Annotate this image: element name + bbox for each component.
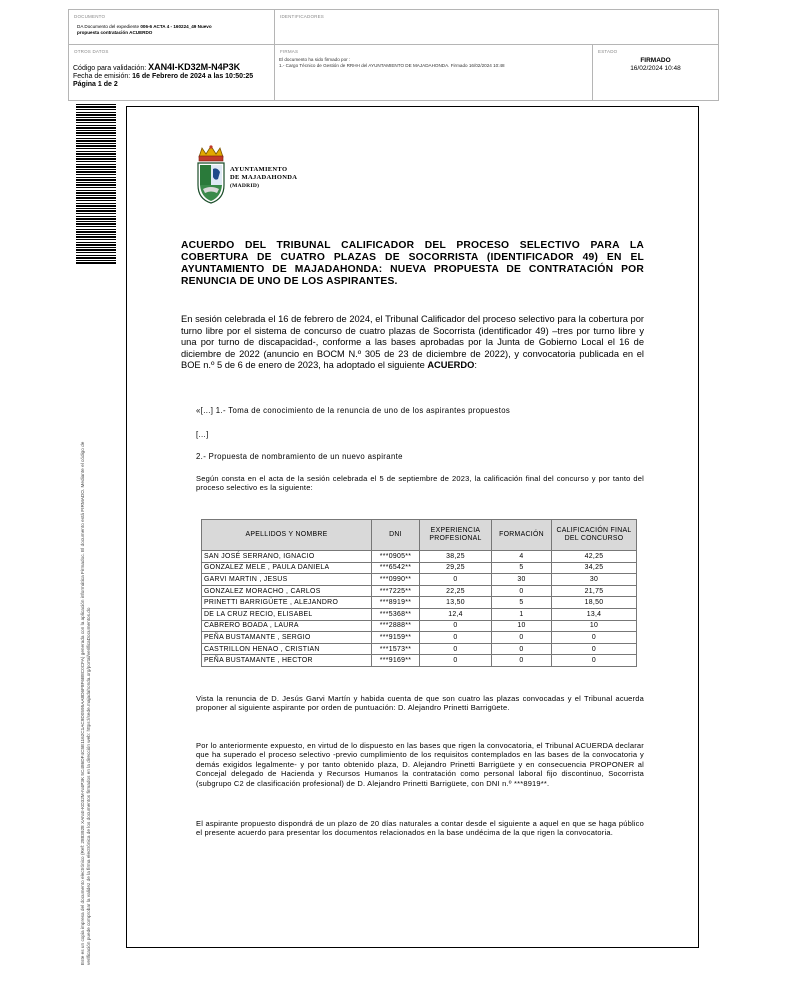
col-header-calificacion: CALIFICACIÓN FINAL DEL CONCURSO (552, 520, 637, 551)
cell-experiencia: 22,25 (420, 585, 492, 597)
cell-nombre: SAN JOSÉ SERRANO, IGNACIO (202, 551, 372, 563)
identificadores-label: IDENTIFICADORES (280, 14, 325, 19)
paragraph-plazo: El aspirante propuesto dispondrá de un plazo de 20 días naturales a contar desde el siguiente a aquel en que se haga público el presente acuerdo para presentar los documentos relacionados en la base undécima de la que rigen la convocatoria. (196, 819, 644, 838)
cell-calificacion: 13,4 (552, 608, 637, 620)
cell-dni: ***9169** (372, 655, 420, 667)
col-header-experiencia: EXPERIENCIA PROFESIONAL (420, 520, 492, 551)
table-row (202, 608, 637, 620)
cell-formacion: 0 (492, 655, 552, 667)
cell-dni: ***8919** (372, 597, 420, 609)
firmas-label: FIRMAS (280, 49, 299, 54)
cell-calificacion: 10 (552, 620, 637, 632)
documento-info: DA Documento del expediente 006-6 ACTA 4 - 160224_49 Nuevo propuesta contratación ACUERDO (77, 24, 212, 35)
cell-nombre: DE LA CRUZ RECIO, ELISABEL (202, 608, 372, 620)
col-header-dni: DNI (372, 520, 420, 551)
table-row (202, 632, 637, 644)
cell-formacion: 0 (492, 643, 552, 655)
cell-experiencia: 13,50 (420, 597, 492, 609)
cell-experiencia: 38,25 (420, 551, 492, 563)
cell-experiencia: 0 (420, 643, 492, 655)
cell-formacion: 5 (492, 597, 552, 609)
cell-experiencia: 0 (420, 620, 492, 632)
cell-dni: ***0990** (372, 574, 420, 586)
cell-nombre: CABRERO BOADA , LAURA (202, 620, 372, 632)
point-2: 2.- Propuesta de nombramiento de un nuevo aspirante (196, 452, 403, 461)
side-verification-text: Este es un copia impresa del documento electrónico (Ref: 2883928 XAN4I-KD32M-N4P3K 5C486DF4C5E1162C1AC9D0595AA8D6F8F6B8C0CFA) generada con la aplicación informática Firmadoc. El documento está FIRMADO. Mediante el código de verificación puede comprobar la validez de la firma electrónica de los documentos firmados en la dirección web: https://sede.majadahonda.org/portal/verificaDocumentos.do (80, 441, 91, 965)
cell-calificacion: 0 (552, 655, 637, 667)
cell-dni: ***6542** (372, 562, 420, 574)
estado-label: ESTADO (598, 49, 618, 54)
estado-value: FIRMADO (640, 57, 671, 64)
table-row (202, 551, 637, 563)
cell-dni: ***2888** (372, 620, 420, 632)
table-row (202, 585, 637, 597)
cell-calificacion: 0 (552, 632, 637, 644)
header-bottom (68, 45, 719, 101)
col-header-formacion: FORMACIÓN (492, 520, 552, 551)
cell-formacion: 10 (492, 620, 552, 632)
cell-dni: ***5368** (372, 608, 420, 620)
documento-code: 006-6 ACTA 4 - 160224_49 Nuevo (140, 24, 212, 29)
firma-item: 1.- Cargo Técnico de Gestión de RRHH del AYUNTAMIENTO DE MAJADAHONDA. Firmado 16/02/2024 10:48 (279, 63, 505, 68)
header-top (68, 9, 719, 45)
estado-fecha: 16/02/2024 10:48 (630, 65, 681, 72)
table-row (202, 655, 637, 667)
paragraph-expuesto: Por lo anteriormente expuesto, en virtud de lo dispuesto en las bases que rigen la convocatoria, el Tribunal ACUERDA declarar que ha superado el proceso selectivo -previo cumplimiento de los requisitos contemplados en las bases de la convocatoria y demás exigidos legalmente- y por tanto obtenido plaza, D. Alejandro Prinetti Barrigüete y en consecuencia PROPONER al Concejal delegado de Hacienda y Recursos Humanos la contratación como personal laboral fijo discontinuo, Socorrista (subgrupo C2 de clasificación profesional) de D. Alejandro Prinetti Barrigüete, con DNI n.º ***8919**. (196, 741, 644, 788)
cell-calificacion: 42,25 (552, 551, 637, 563)
intro-paragraph: En sesión celebrada el 16 de febrero de 2024, el Tribunal Calificador del proceso selectivo para la cobertura por turno libre por el sistema de concurso de cuatro plazas de Socorrista (identificador 49) –tres por turno libre y una por turno de discapacidad-, conforme a las bases aprobadas por la Junta de Gobierno Local el 16 de diciembre de 2022 (anuncio en BOCM N.º 305 de 23 de diciembre de 2022), y convocatoria publicada en el BOE n.º 5 de 6 de enero de 2023, ha adoptado el siguiente ACUERDO: (181, 314, 644, 371)
cell-calificacion: 0 (552, 643, 637, 655)
table-row (202, 620, 637, 632)
table-row (202, 643, 637, 655)
cell-formacion: 30 (492, 574, 552, 586)
table-row (202, 562, 637, 574)
coat-of-arms-logo (194, 145, 228, 205)
logo-text: AYUNTAMIENTO DE MAJADAHONDA (MADRID) (230, 166, 298, 189)
cell-dni: ***9159** (372, 632, 420, 644)
cell-nombre: PRINETTI BARRIGÜETE , ALEJANDRO (202, 597, 372, 609)
cell-experiencia: 0 (420, 655, 492, 667)
acuerdo-bold: ACUERDO (427, 360, 475, 371)
cell-experiencia: 0 (420, 632, 492, 644)
cell-dni: ***0905** (372, 551, 420, 563)
estado-block (593, 57, 718, 73)
cell-experiencia: 12,4 (420, 608, 492, 620)
cell-calificacion: 21,75 (552, 585, 637, 597)
documento-label: DOCUMENTO (74, 14, 106, 19)
document-title: ACUERDO DEL TRIBUNAL CALIFICADOR DEL PROCESO SELECTIVO PARA LA COBERTURA DE CUATRO PLAZAS DE SOCORRISTA (IDENTIFICADOR 49) EN EL AYUNTAMIENTO DE MAJADAHONDA: NUEVA PROPUESTA DE CONTRATACIÓN POR RENUNCIA DE UNO DE LOS ASPIRANTES. (181, 240, 644, 287)
ellipsis: [...] (196, 430, 209, 439)
cell-formacion: 0 (492, 585, 552, 597)
cell-experiencia: 29,25 (420, 562, 492, 574)
validation-info: Código para validación: XAN4I-KD32M-N4P3K Fecha de emisión: 16 de Febrero de 2024 a las 10:50:25 Página 1 de 2 (73, 62, 254, 88)
cell-nombre: GARVI MARTIN , JESUS (202, 574, 372, 586)
barcode (76, 104, 116, 264)
cell-nombre: CASTRILLON HENAO , CRISTIAN (202, 643, 372, 655)
cell-dni: ***7225** (372, 585, 420, 597)
documento-line2: propuesta contratación ACUERDO (77, 30, 153, 35)
validation-code[interactable]: XAN4I-KD32M-N4P3K (148, 62, 241, 72)
cell-formacion: 1 (492, 608, 552, 620)
table-row (202, 574, 637, 586)
firmas-info: El documento ha sido firmado por : 1.- Cargo Técnico de Gestión de RRHH del AYUNTAMIENTO DE MAJADAHONDA. Firmado 16/02/2024 10:48 (279, 57, 589, 69)
col-header-nombre: APELLIDOS Y NOMBRE (202, 520, 372, 551)
results-table (201, 519, 637, 667)
cell-nombre: PEÑA BUSTAMANTE , SERGIO (202, 632, 372, 644)
emission-date: 16 de Febrero de 2024 a las 10:50:25 (132, 73, 254, 80)
cell-dni: ***1573** (372, 643, 420, 655)
segun-paragraph: Según consta en el acta de la sesión celebrada el 5 de septiembre de 2023, la calificación final del concurso y por tanto del proceso selectivo es la siguiente: (196, 474, 644, 493)
paragraph-renuncia: Vista la renuncia de D. Jesús Garvi Martín y habida cuenta de que son cuatro las plazas convocadas y el Tribunal acuerda proponer al siguiente aspirante por orden de puntuación: D. Alejandro Prinetti Barrigüete. (196, 694, 644, 713)
cell-nombre: GONZALEZ MORACHO , CARLOS (202, 585, 372, 597)
cell-formacion: 5 (492, 562, 552, 574)
cell-experiencia: 0 (420, 574, 492, 586)
cell-formacion: 4 (492, 551, 552, 563)
cell-formacion: 0 (492, 632, 552, 644)
cell-calificacion: 18,50 (552, 597, 637, 609)
table-row (202, 597, 637, 609)
cell-calificacion: 34,25 (552, 562, 637, 574)
table-header-row (202, 520, 637, 551)
point-1: «[...] 1.- Toma de conocimiento de la renuncia de uno de los aspirantes propuestos (196, 406, 511, 415)
page-count: Página 1 de 2 (73, 81, 118, 88)
cell-nombre: PEÑA BUSTAMANTE , HECTOR (202, 655, 372, 667)
otros-datos-label: OTROS DATOS (74, 49, 109, 54)
cell-nombre: GONZALEZ MELE , PAULA DANIELA (202, 562, 372, 574)
cell-calificacion: 30 (552, 574, 637, 586)
